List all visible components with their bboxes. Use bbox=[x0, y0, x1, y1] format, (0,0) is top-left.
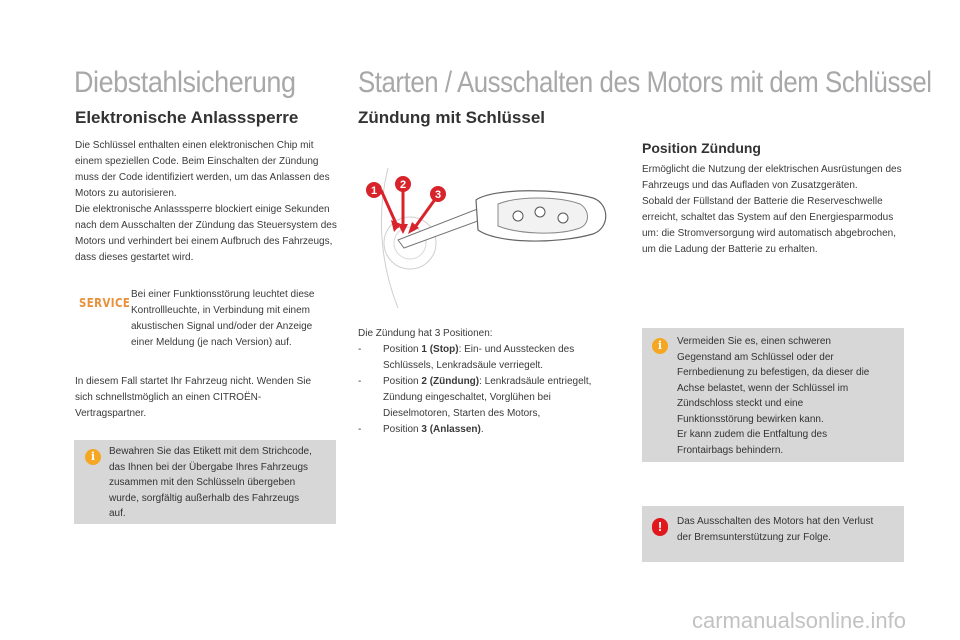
warning-box-text: Das Ausschalten des Motors hat den Verlust der Bremsunterstützung zur Folge. bbox=[677, 516, 874, 543]
info-box-text: Bewahren Sie das Etikett mit dem Strichcode, das Ihnen bei der Übergabe Ihres Fahrzeugs zusammen mit den Schlüsseln übergeben wurde, sorgfältig außerhalb des Fahrzeugs auf. bbox=[109, 446, 312, 519]
paragraph-blockade: Die elektronische Anlasssperre blockiert einige Sekunden nach dem Ausschalten der Zündung das Steuersystem des Motors und verhindert bei einem Aufbruch des Fahrzeugs, dass dieses gestartet wird. bbox=[75, 204, 337, 263]
intro-text bbox=[75, 138, 337, 266]
service-text: Bei einer Funktionsstörung leuchtet diese Kontrollleuchte, in Verbindung mit einem akustischen Signal und/oder der Anzeige einer Meldung (je nach Version) auf. bbox=[131, 289, 315, 348]
paragraph-usage: Ermöglicht die Nutzung der elektrischen Ausrüstungen des Fahrzeugs und das Aufladen von Zusatzgeräten. bbox=[642, 164, 902, 191]
position-desc: : Ein- und Ausstecken des Schlüssels, Lenkradsäule verriegelt. bbox=[383, 344, 575, 371]
position-dash: - bbox=[358, 424, 362, 435]
position-dash: - bbox=[358, 344, 362, 355]
watermark: carmanualsonline.info bbox=[692, 608, 907, 633]
paragraph-chip: Die Schlüssel enthalten einen elektronischen Chip mit einem speziellen Code. Beim Einschalten der Zündung muss der Code identifiziert werden, um das Anlassen des Motors zu autorisieren. bbox=[75, 140, 330, 199]
position-label: 2 (Zündung) bbox=[421, 376, 480, 387]
page-title-left: Diebstahlsicherung bbox=[74, 66, 296, 99]
ignition-key-illustration bbox=[358, 148, 620, 320]
position-label: 1 (Stop) bbox=[421, 344, 459, 355]
section-title-zuendung: Zündung mit Schlüssel bbox=[358, 108, 546, 127]
info-box-weight bbox=[642, 328, 904, 462]
position-item-3 bbox=[358, 422, 620, 438]
section-title-position-zuendung: Position Zündung bbox=[642, 140, 761, 156]
paragraph-no-start: In diesem Fall startet Ihr Fahrzeug nicht. Wenden Sie sich schnellstmöglich an einen CITROËN-Vertragspartner. bbox=[75, 376, 312, 419]
position-item-2 bbox=[358, 374, 620, 422]
info-box-label bbox=[74, 440, 336, 524]
position-prefix: Position bbox=[383, 376, 422, 387]
warning-box-brake bbox=[642, 506, 904, 562]
label-1: 1 bbox=[370, 185, 378, 197]
info-weight-text: Vermeiden Sie es, einen schweren Gegenstand am Schlüssel oder der Fernbedienung zu befestigen, da dieser die Achse belastet, wenn der Schlüssel im Zündschloss steckt und eine Funktionsstörung bewirken kann. bbox=[677, 336, 870, 425]
key-button-2 bbox=[535, 207, 545, 217]
warning-icon: ! bbox=[652, 518, 668, 536]
position-prefix: Position bbox=[383, 344, 422, 355]
position-dash: - bbox=[358, 376, 362, 387]
key-button-3 bbox=[558, 213, 568, 223]
info-box-text bbox=[677, 334, 877, 458]
key-button-1 bbox=[513, 211, 523, 221]
info-airbag-text: Er kann zudem die Entfaltung des Frontairbags behindern. bbox=[677, 429, 828, 456]
service-warning-icon: SERVICE bbox=[79, 296, 131, 310]
paragraph-energy: Sobald der Füllstand der Batterie die Reserveschwelle erreicht, schaltet das System auf den Energiesparmodus um: die Stromversorgung wird automatisch abgebrochen, um die Ladung der Batterie zu erhalten. bbox=[642, 196, 897, 255]
label-2: 2 bbox=[399, 179, 407, 191]
positions-list bbox=[358, 342, 620, 438]
section-title-anlasssperre: Elektronische Anlasssperre bbox=[75, 108, 299, 127]
positions-block bbox=[358, 326, 620, 438]
position-desc: . bbox=[480, 424, 484, 435]
position-text bbox=[642, 162, 904, 258]
position-item-1 bbox=[358, 342, 620, 374]
label-3: 3 bbox=[434, 189, 442, 201]
info-icon: i bbox=[652, 338, 668, 354]
position-desc: : Lenkradsäule entriegelt, Zündung eingeschaltet, Vorglühen bei Dieselmotoren, Starten des Motors, bbox=[383, 376, 592, 419]
info-icon: i bbox=[85, 449, 101, 465]
positions-intro: Die Zündung hat 3 Positionen: bbox=[358, 328, 493, 339]
page-title-right: Starten / Ausschalten des Motors mit dem Schlüssel bbox=[358, 66, 932, 99]
position-prefix: Position bbox=[383, 424, 422, 435]
position-label: 3 (Anlassen) bbox=[421, 424, 481, 435]
